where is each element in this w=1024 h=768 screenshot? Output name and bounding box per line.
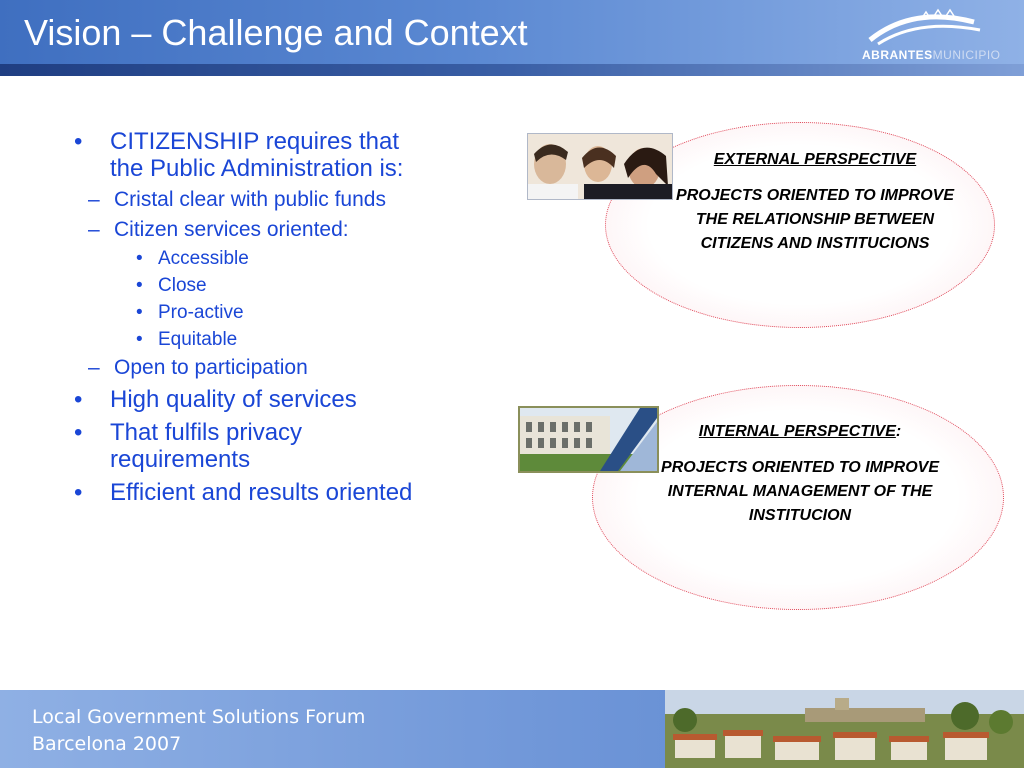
logo-wordmark: ABRANTESMUNICIPIO [862, 48, 1001, 62]
bullet-efficient: • Efficient and results oriented [70, 479, 430, 506]
sub-sub-bullet-close: • Close [30, 275, 430, 297]
people-photo [527, 133, 673, 200]
bullet-high-quality: • High quality of services [70, 386, 430, 413]
external-perspective-title: EXTERNAL PERSPECTIVE [713, 151, 917, 168]
internal-perspective-title: INTERNAL PERSPECTIVE: [698, 423, 902, 440]
sub-bullet-open-participation: – Open to participation [30, 356, 430, 380]
bullet-privacy: • That fulfils privacy requirements [70, 419, 430, 473]
external-perspective-text [660, 150, 970, 256]
sub-sub-bullet-pro-active: • Pro-active [30, 302, 430, 324]
internal-perspective-text [650, 422, 950, 528]
sub-bullet-citizen-services: – Citizen services oriented: [30, 218, 430, 242]
footer-location-year: Barcelona 2007 [32, 733, 182, 755]
abrantes-logo [852, 4, 1012, 62]
sub-sub-bullet-accessible: • Accessible [30, 248, 430, 270]
footer-forum-name: Local Government Solutions Forum [32, 706, 366, 728]
sub-bullet-cristal-clear: – Cristal clear with public funds [30, 188, 430, 212]
bullet-citizenship: • CITIZENSHIP requires that the Public Administration is: [70, 128, 430, 182]
external-perspective-body: PROJECTS ORIENTED TO IMPROVE THE RELATIONSHIP BETWEEN CITIZENS AND INSTITUCIONS [676, 187, 954, 252]
sub-sub-bullet-equitable: • Equitable [30, 329, 430, 351]
header-stripe [0, 64, 1024, 76]
slide-title: Vision – Challenge and Context [24, 12, 528, 53]
bullet-list [70, 128, 430, 512]
town-photo [665, 690, 1024, 768]
internal-perspective-body: PROJECTS ORIENTED TO IMPROVE INTERNAL MANAGEMENT OF THE INSTITUCION [661, 459, 939, 524]
building-photo [518, 406, 659, 473]
